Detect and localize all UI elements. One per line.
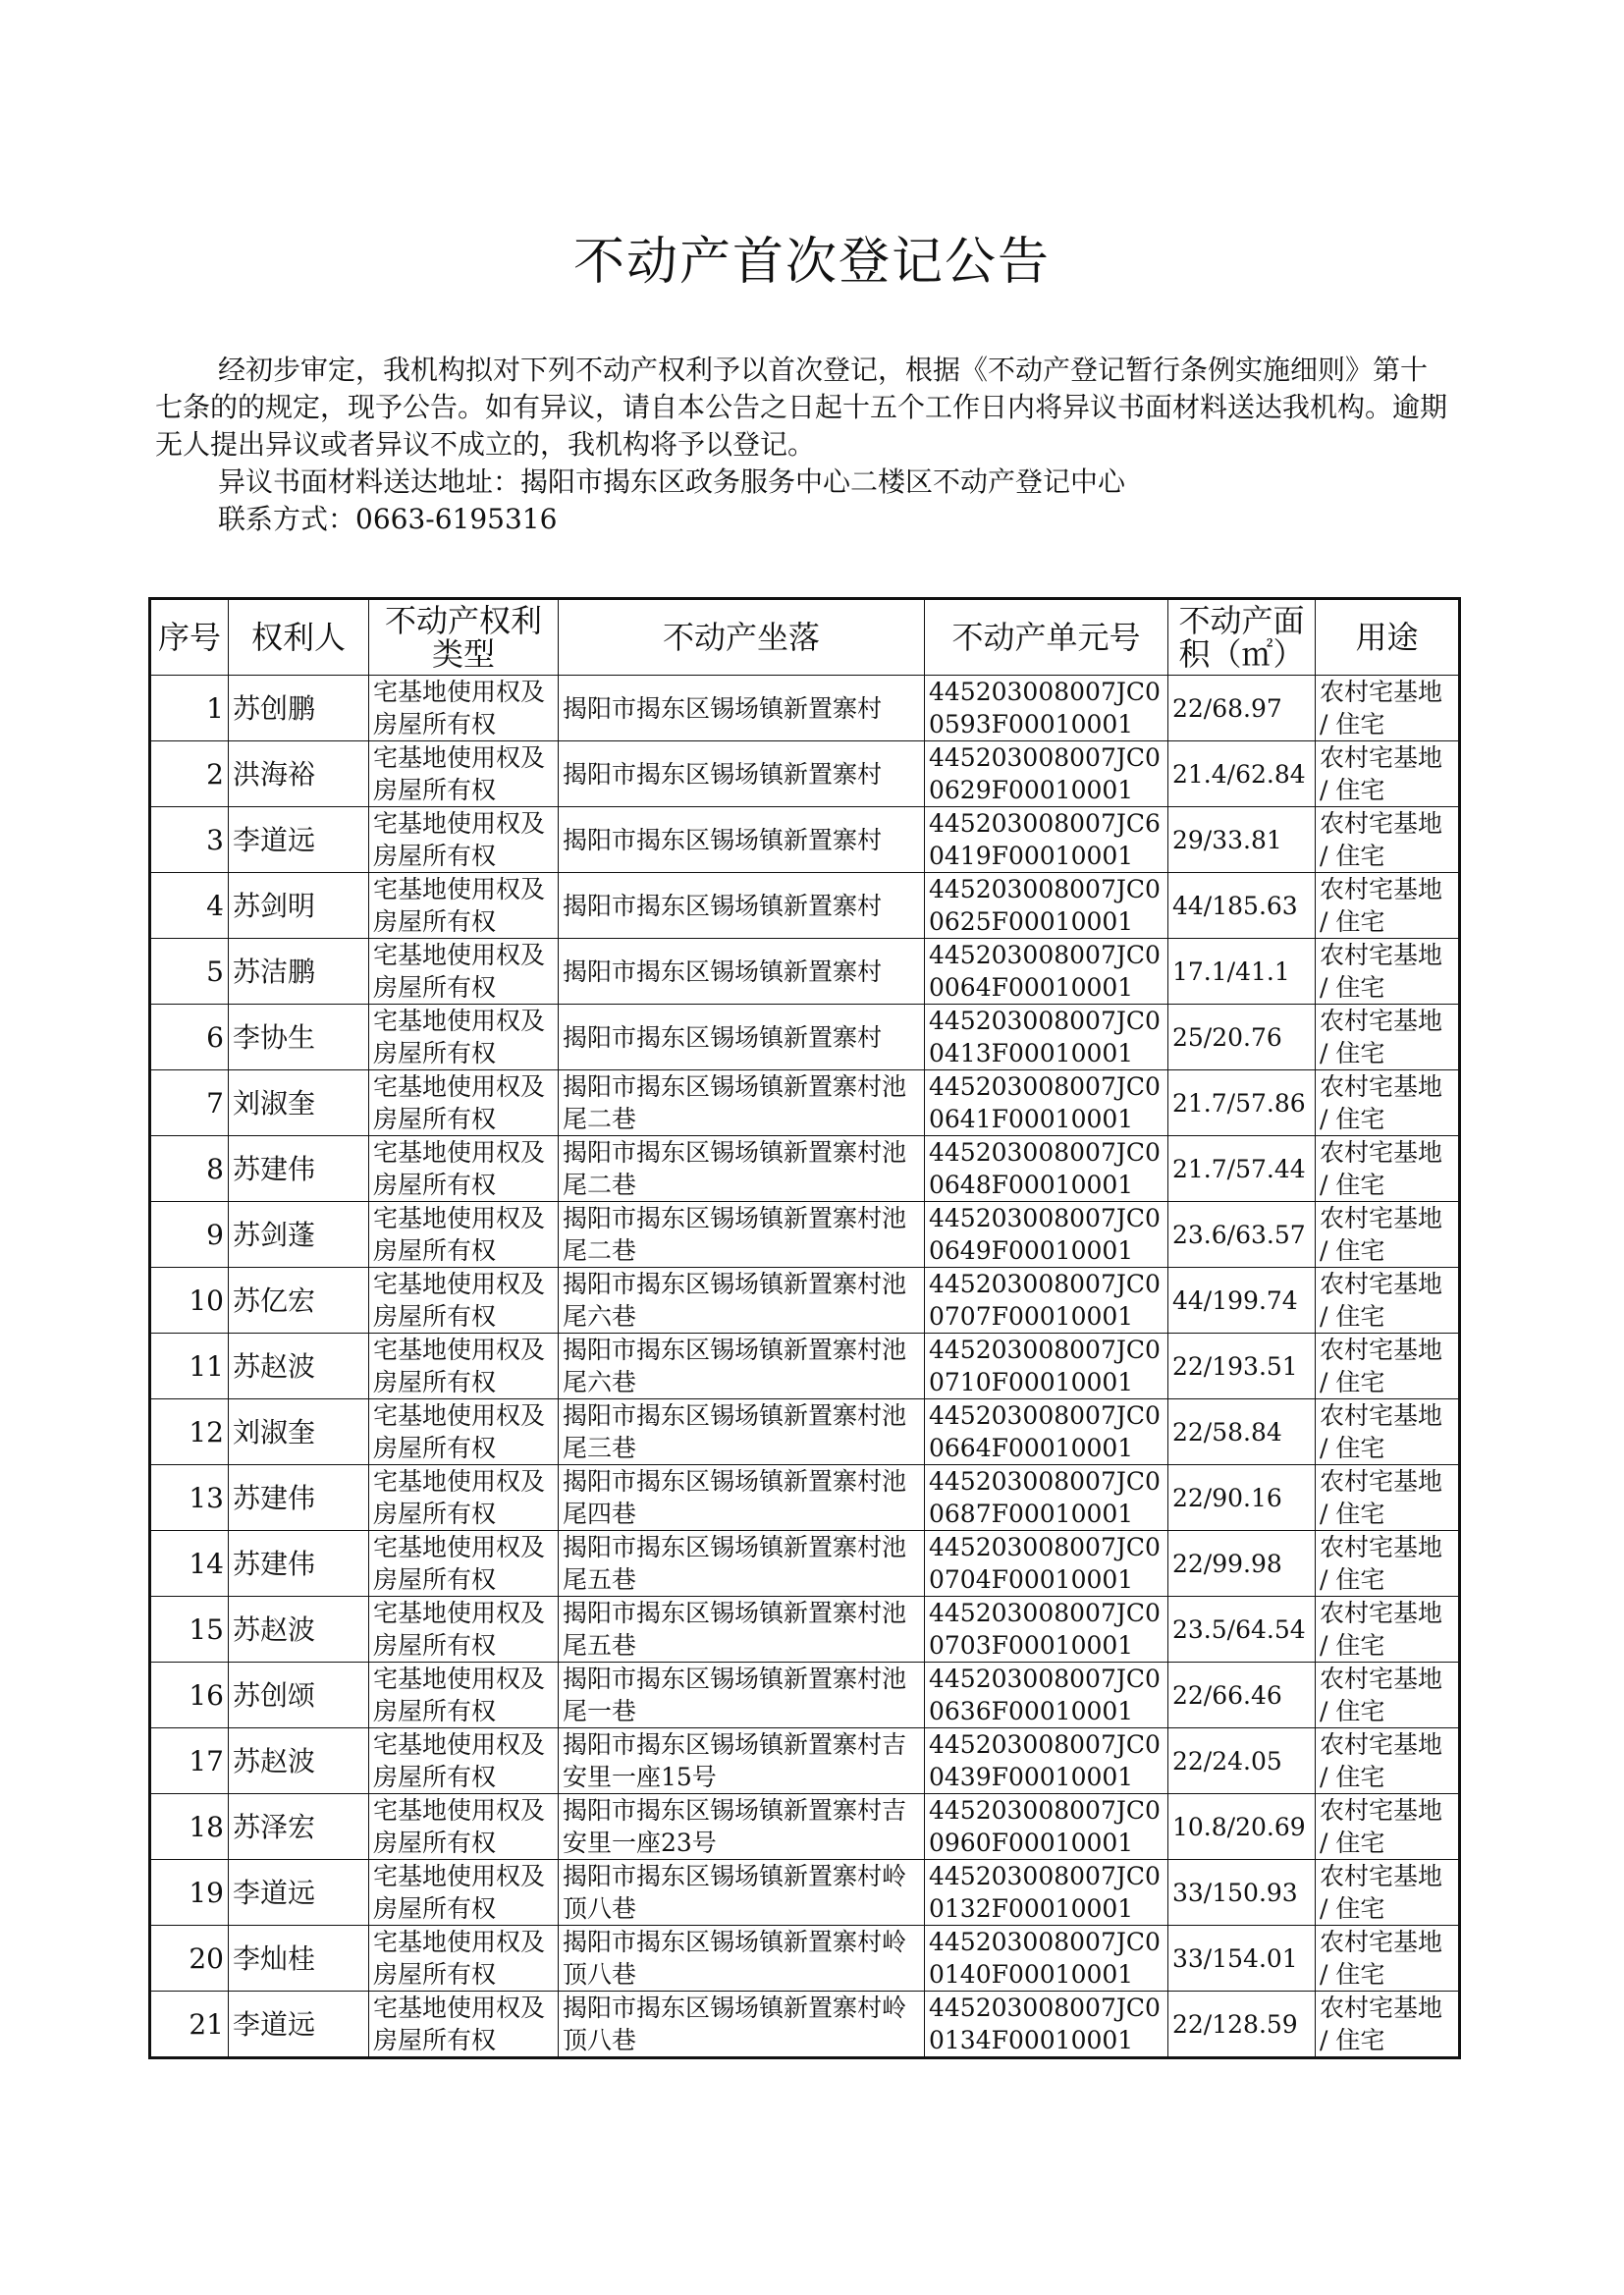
- property-usage: 农村宅基地 / 住宅: [1316, 1399, 1460, 1465]
- table-row: [150, 1399, 1460, 1465]
- unit-number: 445203008007JC00710F00010001: [925, 1334, 1168, 1399]
- unit-number: 445203008007JC00439F00010001: [925, 1728, 1168, 1794]
- owner-name: 苏泽宏: [229, 1794, 369, 1860]
- table-row: [150, 807, 1460, 873]
- owner-name: 苏亿宏: [229, 1268, 369, 1334]
- right-type: 宅基地使用权及房屋所有权: [369, 1136, 559, 1202]
- owner-name: 苏建伟: [229, 1465, 369, 1531]
- right-type: 宅基地使用权及房屋所有权: [369, 1268, 559, 1334]
- table-row: [150, 1663, 1460, 1728]
- property-usage: 农村宅基地 / 住宅: [1316, 1926, 1460, 1992]
- property-area: 22/58.84: [1168, 1399, 1316, 1465]
- owner-name: 洪海裕: [229, 741, 369, 807]
- unit-number: 445203008007JC00593F00010001: [925, 676, 1168, 741]
- property-location: 揭阳市揭东区锡场镇新置寨村池尾二巷: [559, 1070, 925, 1136]
- table-row: [150, 1334, 1460, 1399]
- row-no: 20: [150, 1926, 229, 1992]
- table-row: [150, 1860, 1460, 1926]
- right-type: 宅基地使用权及房屋所有权: [369, 1860, 559, 1926]
- right-type: 宅基地使用权及房屋所有权: [369, 1728, 559, 1794]
- unit-number: 445203008007JC00707F00010001: [925, 1268, 1168, 1334]
- property-area: 44/199.74: [1168, 1268, 1316, 1334]
- property-usage: 农村宅基地 / 住宅: [1316, 1663, 1460, 1728]
- table-row: [150, 873, 1460, 939]
- property-location: 揭阳市揭东区锡场镇新置寨村池尾一巷: [559, 1663, 925, 1728]
- right-type: 宅基地使用权及房屋所有权: [369, 741, 559, 807]
- page-title: 不动产首次登记公告: [572, 233, 1051, 292]
- right-type: 宅基地使用权及房屋所有权: [369, 1005, 559, 1070]
- property-usage: 农村宅基地 / 住宅: [1316, 1268, 1460, 1334]
- table-row: [150, 676, 1460, 741]
- unit-number: 445203008007JC00704F00010001: [925, 1531, 1168, 1597]
- property-usage: 农村宅基地 / 住宅: [1316, 1465, 1460, 1531]
- unit-number: 445203008007JC00648F00010001: [925, 1136, 1168, 1202]
- property-location: 揭阳市揭东区锡场镇新置寨村岭顶八巷: [559, 1860, 925, 1926]
- property-usage: 农村宅基地 / 住宅: [1316, 1794, 1460, 1860]
- unit-number: 445203008007JC00641F00010001: [925, 1070, 1168, 1136]
- property-location: 揭阳市揭东区锡场镇新置寨村池尾三巷: [559, 1399, 925, 1465]
- property-usage: 农村宅基地 / 住宅: [1316, 1992, 1460, 2058]
- property-location: 揭阳市揭东区锡场镇新置寨村池尾四巷: [559, 1465, 925, 1531]
- property-location: 揭阳市揭东区锡场镇新置寨村池尾五巷: [559, 1597, 925, 1663]
- owner-name: 苏创颂: [229, 1663, 369, 1728]
- owner-name: 苏剑明: [229, 873, 369, 939]
- right-type: 宅基地使用权及房屋所有权: [369, 676, 559, 741]
- property-area: 23.5/64.54: [1168, 1597, 1316, 1663]
- unit-number: 445203008007JC00629F00010001: [925, 741, 1168, 807]
- table-row: [150, 1597, 1460, 1663]
- table-row: [150, 1268, 1460, 1334]
- table-row: [150, 1992, 1460, 2058]
- property-area: 21.4/62.84: [1168, 741, 1316, 807]
- property-usage: 农村宅基地 / 住宅: [1316, 1597, 1460, 1663]
- property-area: 22/99.98: [1168, 1531, 1316, 1597]
- table-row: [150, 1465, 1460, 1531]
- right-type: 宅基地使用权及房屋所有权: [369, 873, 559, 939]
- row-no: 2: [150, 741, 229, 807]
- table-row: [150, 1070, 1460, 1136]
- property-location: 揭阳市揭东区锡场镇新置寨村池尾二巷: [559, 1202, 925, 1268]
- table-row: [150, 1005, 1460, 1070]
- right-type: 宅基地使用权及房屋所有权: [369, 1531, 559, 1597]
- right-type: 宅基地使用权及房屋所有权: [369, 1465, 559, 1531]
- owner-name: 苏赵波: [229, 1334, 369, 1399]
- header-usage: 用途: [1316, 599, 1460, 676]
- property-location: 揭阳市揭东区锡场镇新置寨村: [559, 873, 925, 939]
- property-area: 22/193.51: [1168, 1334, 1316, 1399]
- row-no: 12: [150, 1399, 229, 1465]
- owner-name: 刘淑奎: [229, 1399, 369, 1465]
- owner-name: 苏赵波: [229, 1728, 369, 1794]
- property-area: 44/185.63: [1168, 873, 1316, 939]
- right-type: 宅基地使用权及房屋所有权: [369, 1334, 559, 1399]
- unit-number: 445203008007JC00625F00010001: [925, 873, 1168, 939]
- property-area: 33/154.01: [1168, 1926, 1316, 1992]
- unit-number: 445203008007JC00687F00010001: [925, 1465, 1168, 1531]
- unit-number: 445203008007JC00703F00010001: [925, 1597, 1168, 1663]
- right-type: 宅基地使用权及房屋所有权: [369, 1794, 559, 1860]
- right-type: 宅基地使用权及房屋所有权: [369, 939, 559, 1005]
- row-no: 13: [150, 1465, 229, 1531]
- unit-number: 445203008007JC00064F00010001: [925, 939, 1168, 1005]
- row-no: 10: [150, 1268, 229, 1334]
- table-row: [150, 1794, 1460, 1860]
- header-no: 序号: [150, 599, 229, 676]
- property-area: 25/20.76: [1168, 1005, 1316, 1070]
- property-area: 22/68.97: [1168, 676, 1316, 741]
- property-usage: 农村宅基地 / 住宅: [1316, 741, 1460, 807]
- property-usage: 农村宅基地 / 住宅: [1316, 1070, 1460, 1136]
- contact-info: 联系方式：0663-6195316: [218, 503, 558, 535]
- right-type: 宅基地使用权及房屋所有权: [369, 1070, 559, 1136]
- property-area: 22/66.46: [1168, 1663, 1316, 1728]
- header-owner: 权利人: [229, 599, 369, 676]
- property-location: 揭阳市揭东区锡场镇新置寨村吉安里一座23号: [559, 1794, 925, 1860]
- owner-name: 苏赵波: [229, 1597, 369, 1663]
- header-unit-no: 不动产单元号: [925, 599, 1168, 676]
- property-area: 21.7/57.44: [1168, 1136, 1316, 1202]
- property-usage: 农村宅基地 / 住宅: [1316, 1531, 1460, 1597]
- row-no: 19: [150, 1860, 229, 1926]
- property-location: 揭阳市揭东区锡场镇新置寨村: [559, 807, 925, 873]
- row-no: 21: [150, 1992, 229, 2058]
- row-no: 6: [150, 1005, 229, 1070]
- right-type: 宅基地使用权及房屋所有权: [369, 807, 559, 873]
- table-row: [150, 741, 1460, 807]
- owner-name: 李灿桂: [229, 1926, 369, 1992]
- registration-table: [148, 597, 1461, 2059]
- table-row: [150, 1202, 1460, 1268]
- right-type: 宅基地使用权及房屋所有权: [369, 1399, 559, 1465]
- unit-number: 445203008007JC00649F00010001: [925, 1202, 1168, 1268]
- header-right-type: 不动产权利类型: [369, 599, 559, 676]
- right-type: 宅基地使用权及房屋所有权: [369, 1202, 559, 1268]
- intro-paragraph: 经初步审定，我机构拟对下列不动产权利予以首次登记，根据《不动产登记暂行条例实施细则》第十七条的的规定，现予公告。如有异议，请自本公告之日起十五个工作日内将异议书面材料送达我机构。逾期无人提出异议或者异议不成立的，我机构将予以登记。: [155, 354, 1448, 461]
- unit-number: 445203008007JC00140F00010001: [925, 1926, 1168, 1992]
- table-row: [150, 1728, 1460, 1794]
- row-no: 3: [150, 807, 229, 873]
- property-area: 29/33.81: [1168, 807, 1316, 873]
- property-area: 21.7/57.86: [1168, 1070, 1316, 1136]
- row-no: 15: [150, 1597, 229, 1663]
- table-row: [150, 939, 1460, 1005]
- property-area: 22/90.16: [1168, 1465, 1316, 1531]
- property-location: 揭阳市揭东区锡场镇新置寨村岭顶八巷: [559, 1926, 925, 1992]
- unit-number: 445203008007JC00960F00010001: [925, 1794, 1168, 1860]
- unit-number: 445203008007JC00664F00010001: [925, 1399, 1168, 1465]
- unit-number: 445203008007JC00132F00010001: [925, 1860, 1168, 1926]
- owner-name: 刘淑奎: [229, 1070, 369, 1136]
- property-usage: 农村宅基地 / 住宅: [1316, 1728, 1460, 1794]
- property-location: 揭阳市揭东区锡场镇新置寨村岭顶八巷: [559, 1992, 925, 2058]
- row-no: 16: [150, 1663, 229, 1728]
- property-usage: 农村宅基地 / 住宅: [1316, 1860, 1460, 1926]
- property-location: 揭阳市揭东区锡场镇新置寨村吉安里一座15号: [559, 1728, 925, 1794]
- row-no: 4: [150, 873, 229, 939]
- owner-name: 苏建伟: [229, 1136, 369, 1202]
- table-header-row: [150, 599, 1460, 676]
- owner-name: 李协生: [229, 1005, 369, 1070]
- owner-name: 李道远: [229, 807, 369, 873]
- header-area: 不动产面积（㎡）: [1168, 599, 1316, 676]
- unit-number: 445203008007JC60419F00010001: [925, 807, 1168, 873]
- intro-section: [155, 352, 1451, 538]
- property-usage: 农村宅基地 / 住宅: [1316, 1005, 1460, 1070]
- property-location: 揭阳市揭东区锡场镇新置寨村池尾五巷: [559, 1531, 925, 1597]
- right-type: 宅基地使用权及房屋所有权: [369, 1663, 559, 1728]
- unit-number: 445203008007JC00636F00010001: [925, 1663, 1168, 1728]
- owner-name: 李道远: [229, 1860, 369, 1926]
- property-location: 揭阳市揭东区锡场镇新置寨村池尾六巷: [559, 1334, 925, 1399]
- row-no: 7: [150, 1070, 229, 1136]
- right-type: 宅基地使用权及房屋所有权: [369, 1992, 559, 2058]
- row-no: 5: [150, 939, 229, 1005]
- right-type: 宅基地使用权及房屋所有权: [369, 1926, 559, 1992]
- property-area: 17.1/41.1: [1168, 939, 1316, 1005]
- property-usage: 农村宅基地 / 住宅: [1316, 676, 1460, 741]
- property-usage: 农村宅基地 / 住宅: [1316, 807, 1460, 873]
- row-no: 1: [150, 676, 229, 741]
- owner-name: 苏剑蓬: [229, 1202, 369, 1268]
- right-type: 宅基地使用权及房屋所有权: [369, 1597, 559, 1663]
- property-usage: 农村宅基地 / 住宅: [1316, 1202, 1460, 1268]
- unit-number: 445203008007JC00134F00010001: [925, 1992, 1168, 2058]
- objection-address: 异议书面材料送达地址：揭阳市揭东区政务服务中心二楼区不动产登记中心: [218, 465, 1126, 498]
- row-no: 11: [150, 1334, 229, 1399]
- owner-name: 苏建伟: [229, 1531, 369, 1597]
- owner-name: 苏洁鹏: [229, 939, 369, 1005]
- owner-name: 苏创鹏: [229, 676, 369, 741]
- property-area: 10.8/20.69: [1168, 1794, 1316, 1860]
- table-row: [150, 1531, 1460, 1597]
- row-no: 9: [150, 1202, 229, 1268]
- row-no: 17: [150, 1728, 229, 1794]
- property-location: 揭阳市揭东区锡场镇新置寨村: [559, 676, 925, 741]
- property-area: 33/150.93: [1168, 1860, 1316, 1926]
- table-body: [150, 676, 1460, 2058]
- property-location: 揭阳市揭东区锡场镇新置寨村: [559, 939, 925, 1005]
- table-row: [150, 1926, 1460, 1992]
- property-location: 揭阳市揭东区锡场镇新置寨村: [559, 1005, 925, 1070]
- property-area: 22/24.05: [1168, 1728, 1316, 1794]
- property-usage: 农村宅基地 / 住宅: [1316, 939, 1460, 1005]
- row-no: 14: [150, 1531, 229, 1597]
- property-usage: 农村宅基地 / 住宅: [1316, 873, 1460, 939]
- header-location: 不动产坐落: [559, 599, 925, 676]
- property-usage: 农村宅基地 / 住宅: [1316, 1334, 1460, 1399]
- table-row: [150, 1136, 1460, 1202]
- row-no: 8: [150, 1136, 229, 1202]
- unit-number: 445203008007JC00413F00010001: [925, 1005, 1168, 1070]
- property-usage: 农村宅基地 / 住宅: [1316, 1136, 1460, 1202]
- property-area: 23.6/63.57: [1168, 1202, 1316, 1268]
- property-location: 揭阳市揭东区锡场镇新置寨村池尾二巷: [559, 1136, 925, 1202]
- owner-name: 李道远: [229, 1992, 369, 2058]
- property-location: 揭阳市揭东区锡场镇新置寨村: [559, 741, 925, 807]
- property-area: 22/128.59: [1168, 1992, 1316, 2058]
- property-location: 揭阳市揭东区锡场镇新置寨村池尾六巷: [559, 1268, 925, 1334]
- row-no: 18: [150, 1794, 229, 1860]
